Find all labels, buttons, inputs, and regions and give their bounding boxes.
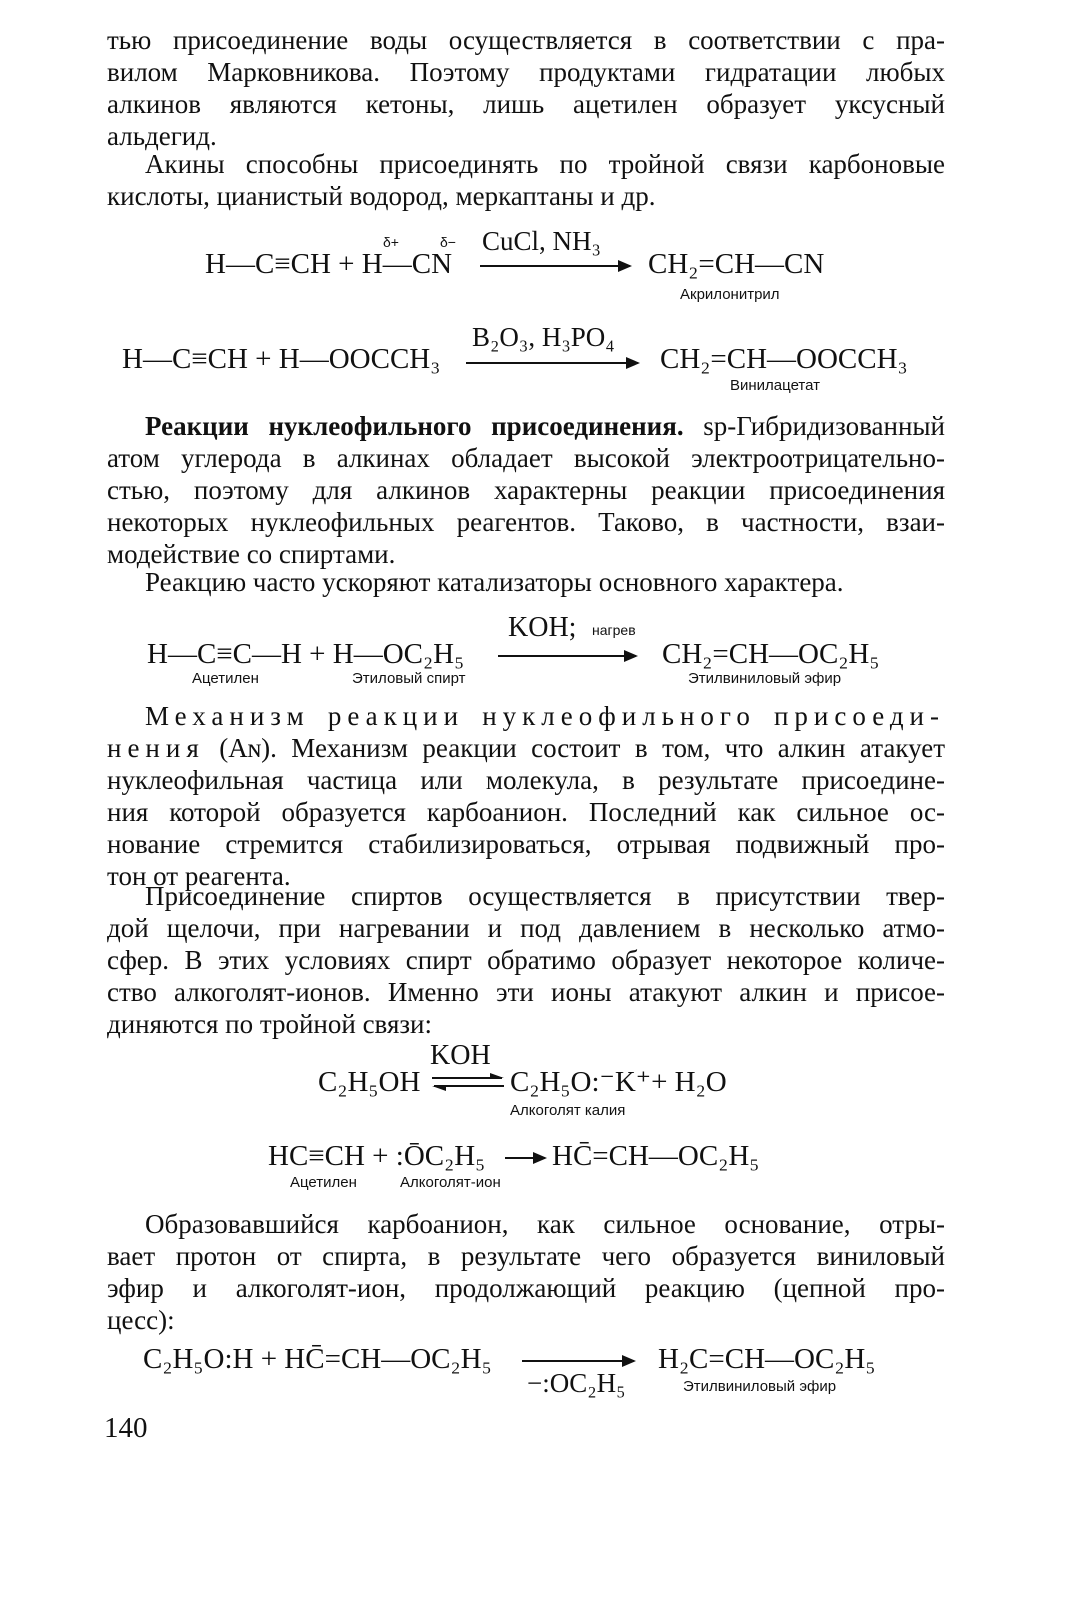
paragraph-6 <box>107 880 945 1040</box>
reaction-arrow <box>466 362 638 364</box>
reaction-6-under-arrow: −:OC₂H₅ <box>527 1368 626 1398</box>
reaction-4-reactant: C₂H₅OH <box>318 1066 421 1098</box>
text-line: Присоединение спиртов осуществляется в присутствии твер- <box>145 881 945 911</box>
text-line: кислоты, цианистый водород, меркаптаны и др. <box>107 181 656 211</box>
section-heading: Реакции нуклеофильного присоединения. <box>145 411 684 441</box>
text-line: некоторых нуклеофильных реагентов. Таково, в частности, взаи- <box>107 507 945 537</box>
reaction-6-reactants: C₂H₅O:H + HC̄=CH—OC₂H₅ <box>143 1343 492 1375</box>
text-line: ния которой образуется карбоанион. Последний как сильное ос- <box>107 797 945 827</box>
reaction-arrow <box>480 265 630 267</box>
reactant-name-label: Ацетилен <box>290 1174 357 1191</box>
reaction-1-conditions: CuCl, NH₃ <box>482 226 601 256</box>
reaction-arrow <box>498 655 636 657</box>
product-name-label: Винилацетат <box>730 377 820 394</box>
reaction-arrow <box>522 1360 634 1362</box>
text-line: тью присоединение воды осуществляется в соответствии с пра- <box>107 25 945 55</box>
paragraph-1 <box>107 24 945 152</box>
delta-minus-label: δ− <box>440 234 456 250</box>
reaction-2-conditions: B₂O₃, H₃PO₄ <box>472 322 615 352</box>
reactant-name-label: Алкоголят-ион <box>400 1174 501 1191</box>
text-fragment: нения <box>107 733 205 763</box>
reaction-arrow <box>505 1157 545 1159</box>
reactant-name-label: Этиловый спирт <box>352 670 466 687</box>
text-fragment: sp-Гибридизованный <box>683 411 945 441</box>
text-line: диняются по тройной связи: <box>107 1009 432 1039</box>
paragraph-2 <box>107 148 945 212</box>
text-line: модействие со спиртами. <box>107 539 396 569</box>
text-line: вает протон от спирта, в результате чего образуется виниловый <box>107 1241 945 1271</box>
text-line: Образовавшийся карбоанион, как сильное основание, отры- <box>145 1209 945 1239</box>
page-number: 140 <box>104 1412 148 1444</box>
paragraph-7 <box>107 1208 945 1336</box>
paragraph-3 <box>107 410 945 570</box>
text-line: Механизм реакции нуклеофильного присоеди- <box>145 701 945 731</box>
paragraph-4 <box>107 566 945 598</box>
text-line: дой щелочи, при нагревании и под давлением в несколько атмо- <box>107 913 945 943</box>
text-line: цесс): <box>107 1305 175 1335</box>
text-line: стью, поэтому для алкинов характерны реакции присоединения <box>107 475 945 505</box>
reaction-1-reactants: H—C≡CH + H—CN <box>205 248 453 280</box>
text-line: тон от реагента. <box>107 861 291 891</box>
reactant-name-label: Ацетилен <box>192 670 259 687</box>
paragraph-5 <box>107 700 945 892</box>
text-line: эфир и алкоголят-ион, продолжающий реакцию (цепной про- <box>107 1273 945 1303</box>
reaction-5-product: HC̄=CH—OC₂H₅ <box>552 1140 760 1172</box>
reaction-3-conditions: KOH; <box>508 612 577 643</box>
product-name-label: Этилвиниловый эфир <box>683 1378 837 1395</box>
product-name-label: Этилвиниловый эфир <box>688 670 842 687</box>
text-fragment: (Aɴ). Механизм реакции состоит в том, что алкин атакует <box>204 733 945 763</box>
text-line: атом углерода в алкинах обладает высокой электроотрицательно- <box>107 443 945 473</box>
text-line <box>107 410 945 442</box>
text-line: нуклеофильная частица или молекула, в результате присоедине- <box>107 765 945 795</box>
reaction-3-product: CH₂=CH—OC₂H₅ <box>662 638 880 670</box>
text-line: алкинов являются кетоны, лишь ацетилен образует уксусный <box>107 89 945 119</box>
text-line <box>107 732 945 764</box>
text-line: Акины способны присоединять по тройной связи карбоновые <box>145 149 945 179</box>
reaction-5-reactants: HC≡CH + :ŌC₂H₅ <box>268 1140 486 1172</box>
delta-plus-label: δ+ <box>383 234 399 250</box>
text-line: Реакцию часто ускоряют катализаторы основного характера. <box>145 567 844 597</box>
text-line: вилом Марковникова. Поэтому продуктами гидратации любых <box>107 57 945 87</box>
product-name-label: Алкоголят калия <box>510 1102 626 1119</box>
reaction-1-product: CH₂=CH—CN <box>648 248 825 280</box>
reaction-2-product: CH₂=CH—OOCCH₃ <box>660 343 908 375</box>
equilibrium-arrow-icon <box>430 1072 506 1092</box>
reaction-4-conditions: KOH <box>430 1040 491 1071</box>
reaction-3-conditions-small: нагрев <box>592 622 636 638</box>
product-name-label: Акрилонитрил <box>680 286 780 303</box>
reaction-6-product: H₂C=CH—OC₂H₅ <box>658 1343 876 1375</box>
text-line: альдегид. <box>107 121 217 151</box>
reaction-3-reactants: H—C≡C—H + H—OC₂H₅ <box>147 638 465 670</box>
text-line: ство алкоголят-ионов. Именно эти ионы атакуют алкин и присое- <box>107 977 945 1007</box>
reaction-4-products: C₂H₅O:⁻K⁺+ H₂O <box>510 1066 727 1098</box>
reaction-2-reactants: H—C≡CH + H—OOCCH₃ <box>122 343 441 375</box>
text-line: нование стремится стабилизироваться, отрывая подвижный про- <box>107 829 945 859</box>
text-line: сфер. В этих условиях спирт обратимо образует некоторое количе- <box>107 945 945 975</box>
